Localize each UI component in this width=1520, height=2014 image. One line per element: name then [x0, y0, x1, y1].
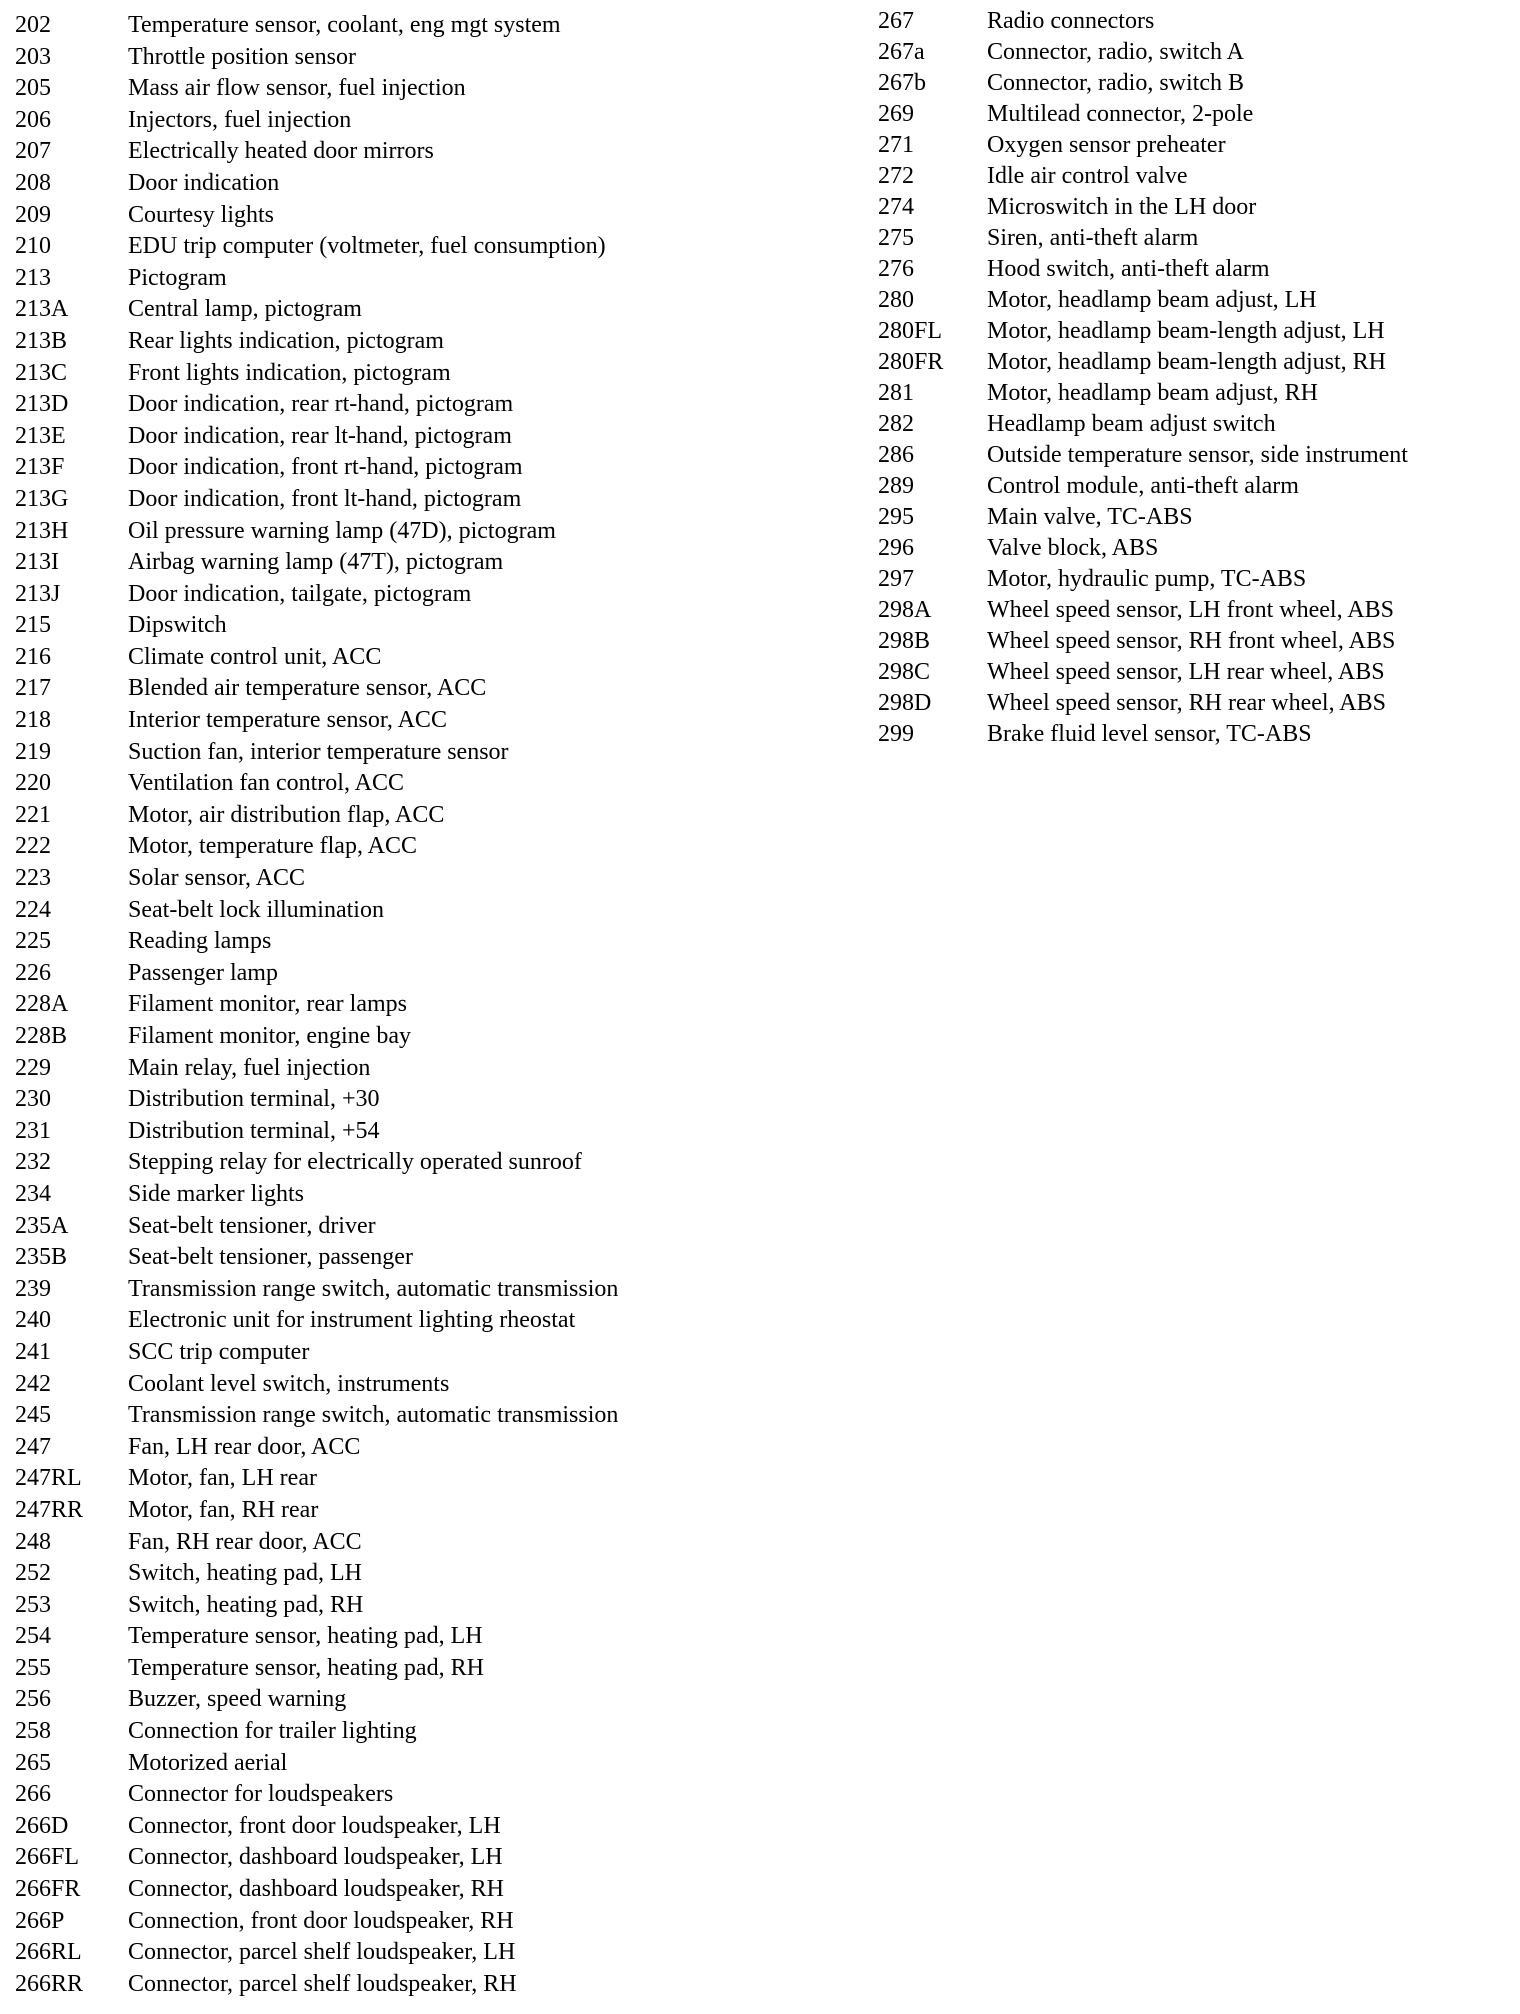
component-entry	[15, 1527, 618, 1559]
component-list-left	[15, 10, 618, 2000]
component-code: 205	[15, 75, 51, 102]
component-code: 247RL	[15, 1465, 82, 1492]
component-entry	[15, 768, 618, 800]
component-code: 232	[15, 1149, 51, 1176]
component-code: 252	[15, 1560, 51, 1587]
component-code: 267	[878, 8, 914, 34]
component-code: 289	[878, 473, 914, 499]
component-description: Seat-belt lock illumination	[128, 896, 384, 923]
component-description: Connector, radio, switch B	[987, 70, 1244, 96]
component-code: 209	[15, 201, 51, 228]
component-entry	[15, 231, 618, 263]
component-code: 242	[15, 1370, 51, 1397]
component-code: 258	[15, 1718, 51, 1745]
component-code: 226	[15, 959, 51, 986]
component-entry	[15, 1684, 618, 1716]
component-code: 266FL	[15, 1844, 80, 1871]
component-entry	[878, 595, 1408, 626]
component-description: Wheel speed sensor, RH front wheel, ABS	[987, 628, 1396, 654]
component-code: 266	[15, 1781, 51, 1808]
component-entry	[878, 440, 1408, 471]
component-description: Door indication, tailgate, pictogram	[128, 580, 472, 607]
component-entry	[15, 1337, 618, 1369]
component-code: 282	[878, 411, 914, 437]
component-description: Electrically heated door mirrors	[128, 138, 434, 165]
component-code: 280	[878, 287, 914, 313]
component-entry	[878, 316, 1408, 347]
component-entry	[15, 168, 618, 200]
component-entry	[15, 1021, 618, 1053]
component-code: 202	[15, 12, 51, 38]
component-entry	[15, 136, 618, 168]
component-entry	[878, 719, 1408, 750]
component-description: Buzzer, speed warning	[128, 1686, 347, 1713]
component-code: 299	[878, 721, 914, 747]
component-code: 219	[15, 738, 51, 765]
component-description: Temperature sensor, coolant, eng mgt system	[128, 12, 561, 38]
component-entry	[15, 421, 618, 453]
component-code: 266RL	[15, 1939, 82, 1966]
component-description: Climate control unit, ACC	[128, 643, 382, 670]
component-entry	[15, 516, 618, 548]
component-code: 208	[15, 169, 51, 196]
component-code: 265	[15, 1749, 51, 1776]
component-entry	[15, 1147, 618, 1179]
component-description: Connector, parcel shelf loudspeaker, RH	[128, 1970, 517, 1997]
component-description: Motor, fan, LH rear	[128, 1465, 317, 1492]
component-description: Oxygen sensor preheater	[987, 132, 1226, 158]
component-description: Door indication, front rt-hand, pictogram	[128, 454, 523, 481]
component-description: Door indication, rear rt-hand, pictogram	[128, 391, 514, 418]
component-entry	[15, 358, 618, 390]
component-entry	[15, 1748, 618, 1780]
component-entry	[15, 452, 618, 484]
component-description: Multilead connector, 2-pole	[987, 101, 1254, 127]
component-code: 220	[15, 770, 51, 797]
component-description: Motor, headlamp beam adjust, RH	[987, 380, 1318, 406]
component-description: Interior temperature sensor, ACC	[128, 707, 447, 734]
component-entry	[15, 1116, 618, 1148]
component-entry	[878, 6, 1408, 37]
component-entry	[15, 1716, 618, 1748]
component-description: Connection, front door loudspeaker, RH	[128, 1907, 514, 1934]
component-code: 213C	[15, 359, 68, 386]
component-code: 228B	[15, 1023, 68, 1049]
component-code: 206	[15, 106, 51, 133]
component-description: Coolant level switch, instruments	[128, 1370, 450, 1397]
component-code: 213J	[15, 580, 61, 607]
component-description: Stepping relay for electrically operated sunroof	[128, 1149, 582, 1176]
component-entry	[878, 657, 1408, 688]
component-code: 218	[15, 707, 51, 734]
component-description: Motor, fan, RH rear	[128, 1496, 319, 1523]
component-code: 213B	[15, 327, 68, 354]
component-code: 248	[15, 1528, 51, 1555]
component-code: 234	[15, 1180, 51, 1207]
component-description: Motor, temperature flap, ACC	[128, 833, 417, 860]
component-code: 245	[15, 1402, 51, 1429]
component-code: 256	[15, 1686, 51, 1713]
component-description: Door indication	[128, 169, 280, 196]
component-description: Connector, dashboard loudspeaker, LH	[128, 1844, 503, 1871]
component-code: 275	[878, 225, 914, 251]
component-entry	[15, 1432, 618, 1464]
component-description: Brake fluid level sensor, TC-ABS	[987, 721, 1312, 747]
component-description: Wheel speed sensor, RH rear wheel, ABS	[987, 690, 1386, 716]
component-entry	[15, 1084, 618, 1116]
component-description: Electronic unit for instrument lighting rheostat	[128, 1307, 576, 1334]
component-description: Transmission range switch, automatic transmission	[128, 1402, 619, 1429]
component-entry	[878, 37, 1408, 68]
component-code: 296	[878, 535, 914, 561]
component-entry	[878, 688, 1408, 719]
component-entry	[15, 579, 618, 611]
component-description: Siren, anti-theft alarm	[987, 225, 1199, 251]
component-entry	[15, 958, 618, 990]
component-code: 230	[15, 1086, 51, 1113]
component-description: Connection for trailer lighting	[128, 1718, 417, 1745]
component-code: 280FR	[878, 349, 944, 375]
component-description: Suction fan, interior temperature sensor	[128, 738, 509, 765]
component-entry	[15, 831, 618, 863]
component-code: 223	[15, 865, 51, 892]
component-code: 215	[15, 612, 51, 639]
component-description: Door indication, rear lt-hand, pictogram	[128, 422, 512, 449]
component-code: 267b	[878, 70, 926, 96]
component-description: Distribution terminal, +54	[128, 1117, 380, 1144]
component-entry	[15, 1242, 618, 1274]
component-entry	[15, 1053, 618, 1085]
component-code: 247RR	[15, 1496, 84, 1523]
component-code: 298D	[878, 690, 932, 716]
component-description: Pictogram	[128, 264, 227, 291]
component-description: Ventilation fan control, ACC	[128, 770, 404, 797]
component-entry	[15, 1906, 618, 1938]
component-entry	[878, 626, 1408, 657]
component-entry	[878, 502, 1408, 533]
component-code: 240	[15, 1307, 51, 1334]
component-description: Microswitch in the LH door	[987, 194, 1257, 220]
component-code: 269	[878, 101, 914, 127]
component-description: Temperature sensor, heating pad, RH	[128, 1654, 484, 1681]
component-code: 222	[15, 833, 51, 860]
component-entry	[15, 800, 618, 832]
component-description: Connector, radio, switch A	[987, 39, 1244, 65]
component-code: 253	[15, 1591, 51, 1618]
component-code: 221	[15, 801, 51, 828]
component-code: 235B	[15, 1244, 68, 1271]
component-entry	[15, 1842, 618, 1874]
component-description: Switch, heating pad, LH	[128, 1560, 362, 1587]
component-code: 216	[15, 643, 51, 670]
component-description: Injectors, fuel injection	[128, 106, 352, 133]
component-description: Filament monitor, rear lamps	[128, 991, 407, 1018]
component-entry	[15, 705, 618, 737]
component-description: Motor, headlamp beam-length adjust, LH	[987, 318, 1385, 344]
component-code: 276	[878, 256, 914, 282]
component-code: 203	[15, 43, 51, 70]
component-entry	[878, 68, 1408, 99]
component-entry	[15, 1811, 618, 1843]
component-code: 297	[878, 566, 914, 592]
component-description: Side marker lights	[128, 1180, 304, 1207]
component-entry	[15, 294, 618, 326]
component-code: 217	[15, 675, 51, 702]
component-description: Blended air temperature sensor, ACC	[128, 675, 487, 702]
component-entry	[15, 989, 618, 1021]
component-code: 274	[878, 194, 914, 220]
component-entry	[878, 564, 1408, 595]
component-entry	[15, 1211, 618, 1243]
component-code: 266RR	[15, 1970, 84, 1997]
component-code: 286	[878, 442, 914, 468]
component-entry	[15, 1463, 618, 1495]
component-description: Fan, LH rear door, ACC	[128, 1433, 361, 1460]
component-description: Radio connectors	[987, 8, 1155, 34]
component-code: 295	[878, 504, 914, 530]
component-code: 254	[15, 1623, 51, 1650]
component-code: 229	[15, 1054, 51, 1081]
component-entry	[15, 642, 618, 674]
component-description: Front lights indication, pictogram	[128, 359, 451, 386]
component-description: Seat-belt tensioner, passenger	[128, 1244, 413, 1271]
component-entry	[15, 10, 618, 42]
component-code: 267a	[878, 39, 925, 65]
component-entry	[878, 254, 1408, 285]
component-description: Motor, air distribution flap, ACC	[128, 801, 445, 828]
component-description: Temperature sensor, heating pad, LH	[128, 1623, 483, 1650]
component-code: 213E	[15, 422, 66, 449]
component-code: 231	[15, 1117, 51, 1144]
component-entry	[878, 99, 1408, 130]
component-description: Connector for loudspeakers	[128, 1781, 394, 1808]
component-entry	[15, 1937, 618, 1969]
component-description: Motor, headlamp beam adjust, LH	[987, 287, 1317, 313]
component-description: Hood switch, anti-theft alarm	[987, 256, 1270, 282]
component-code: 266FR	[15, 1876, 81, 1903]
component-entry	[15, 200, 618, 232]
component-description: Wheel speed sensor, LH rear wheel, ABS	[987, 659, 1385, 685]
component-description: Passenger lamp	[128, 959, 278, 986]
component-description: EDU trip computer (voltmeter, fuel consumption)	[128, 233, 606, 260]
component-description: Headlamp beam adjust switch	[987, 411, 1276, 437]
component-entry	[15, 1653, 618, 1685]
component-description: Switch, heating pad, RH	[128, 1591, 364, 1618]
component-description: Motor, hydraulic pump, TC-ABS	[987, 566, 1307, 592]
component-entry	[15, 863, 618, 895]
component-description: Dipswitch	[128, 612, 227, 639]
component-entry	[15, 1369, 618, 1401]
component-description: Main valve, TC-ABS	[987, 504, 1193, 530]
component-description: Wheel speed sensor, LH front wheel, ABS	[987, 597, 1394, 623]
component-code: 213F	[15, 454, 65, 481]
component-entry	[15, 1969, 618, 2001]
component-entry	[15, 42, 618, 74]
component-entry	[15, 1621, 618, 1653]
component-entry	[878, 471, 1408, 502]
component-description: Airbag warning lamp (47T), pictogram	[128, 549, 504, 576]
component-code: 213	[15, 264, 51, 291]
component-entry	[15, 263, 618, 295]
component-code: 213A	[15, 296, 69, 323]
component-description: Courtesy lights	[128, 201, 275, 228]
component-entry	[15, 484, 618, 516]
component-code: 255	[15, 1654, 51, 1681]
component-code: 224	[15, 896, 51, 923]
component-code: 213I	[15, 549, 59, 576]
component-description: Mass air flow sensor, fuel injection	[128, 75, 466, 102]
component-code: 213D	[15, 391, 69, 418]
component-list-right	[878, 6, 1408, 750]
component-description: Door indication, front lt-hand, pictogram	[128, 485, 522, 512]
component-code: 272	[878, 163, 914, 189]
component-entry	[878, 223, 1408, 254]
component-entry	[15, 105, 618, 137]
component-code: 210	[15, 233, 51, 260]
component-description: Connector, dashboard loudspeaker, RH	[128, 1876, 504, 1903]
component-entry	[15, 1590, 618, 1622]
component-code: 247	[15, 1433, 51, 1460]
component-entry	[15, 1179, 618, 1211]
component-entry	[15, 1779, 618, 1811]
component-code: 298B	[878, 628, 931, 654]
component-description: Fan, RH rear door, ACC	[128, 1528, 362, 1555]
component-description: Solar sensor, ACC	[128, 865, 306, 892]
component-code: 266P	[15, 1907, 65, 1934]
component-code: 271	[878, 132, 914, 158]
component-entry	[15, 73, 618, 105]
component-entry	[878, 285, 1408, 316]
component-description: Motor, headlamp beam-length adjust, RH	[987, 349, 1386, 375]
component-code: 225	[15, 928, 51, 955]
component-code: 228A	[15, 991, 69, 1018]
component-entry	[15, 610, 618, 642]
component-code: 280FL	[878, 318, 943, 344]
component-description: Distribution terminal, +30	[128, 1086, 380, 1113]
component-description: Reading lamps	[128, 928, 272, 955]
component-description: Outside temperature sensor, side instrument	[987, 442, 1408, 468]
component-description: Idle air control valve	[987, 163, 1188, 189]
component-description: Main relay, fuel injection	[128, 1054, 371, 1081]
component-description: Valve block, ABS	[987, 535, 1159, 561]
component-entry	[15, 1400, 618, 1432]
component-entry	[15, 389, 618, 421]
component-entry	[15, 895, 618, 927]
component-entry	[15, 326, 618, 358]
component-code: 235A	[15, 1212, 69, 1239]
component-description: Seat-belt tensioner, driver	[128, 1212, 376, 1239]
component-entry	[878, 192, 1408, 223]
component-entry	[15, 1558, 618, 1590]
component-description: Throttle position sensor	[128, 43, 356, 70]
component-description: Motorized aerial	[128, 1749, 288, 1776]
component-entry	[878, 409, 1408, 440]
component-entry	[15, 1874, 618, 1906]
component-description: Filament monitor, engine bay	[128, 1023, 411, 1049]
component-entry	[15, 1305, 618, 1337]
component-description: Control module, anti-theft alarm	[987, 473, 1299, 499]
component-entry	[15, 737, 618, 769]
component-entry	[878, 533, 1408, 564]
component-description: Connector, parcel shelf loudspeaker, LH	[128, 1939, 516, 1966]
component-description: SCC trip computer	[128, 1338, 310, 1365]
component-description: Central lamp, pictogram	[128, 296, 362, 323]
component-code: 298C	[878, 659, 931, 685]
component-code: 298A	[878, 597, 932, 623]
component-code: 207	[15, 138, 51, 165]
component-description: Transmission range switch, automatic transmission	[128, 1275, 619, 1302]
component-code: 281	[878, 380, 914, 406]
component-code: 239	[15, 1275, 51, 1302]
component-entry	[878, 130, 1408, 161]
component-entry	[15, 926, 618, 958]
component-code: 213G	[15, 485, 69, 512]
component-code: 213H	[15, 517, 69, 544]
component-description: Oil pressure warning lamp (47D), pictogram	[128, 517, 556, 544]
component-description: Connector, front door loudspeaker, LH	[128, 1812, 501, 1839]
component-entry	[15, 673, 618, 705]
component-entry	[15, 1274, 618, 1306]
component-entry	[878, 347, 1408, 378]
component-entry	[15, 1495, 618, 1527]
component-description: Rear lights indication, pictogram	[128, 327, 444, 354]
component-code: 266D	[15, 1812, 69, 1839]
component-code: 241	[15, 1338, 51, 1365]
component-entry	[15, 547, 618, 579]
component-entry	[878, 378, 1408, 409]
component-entry	[878, 161, 1408, 192]
